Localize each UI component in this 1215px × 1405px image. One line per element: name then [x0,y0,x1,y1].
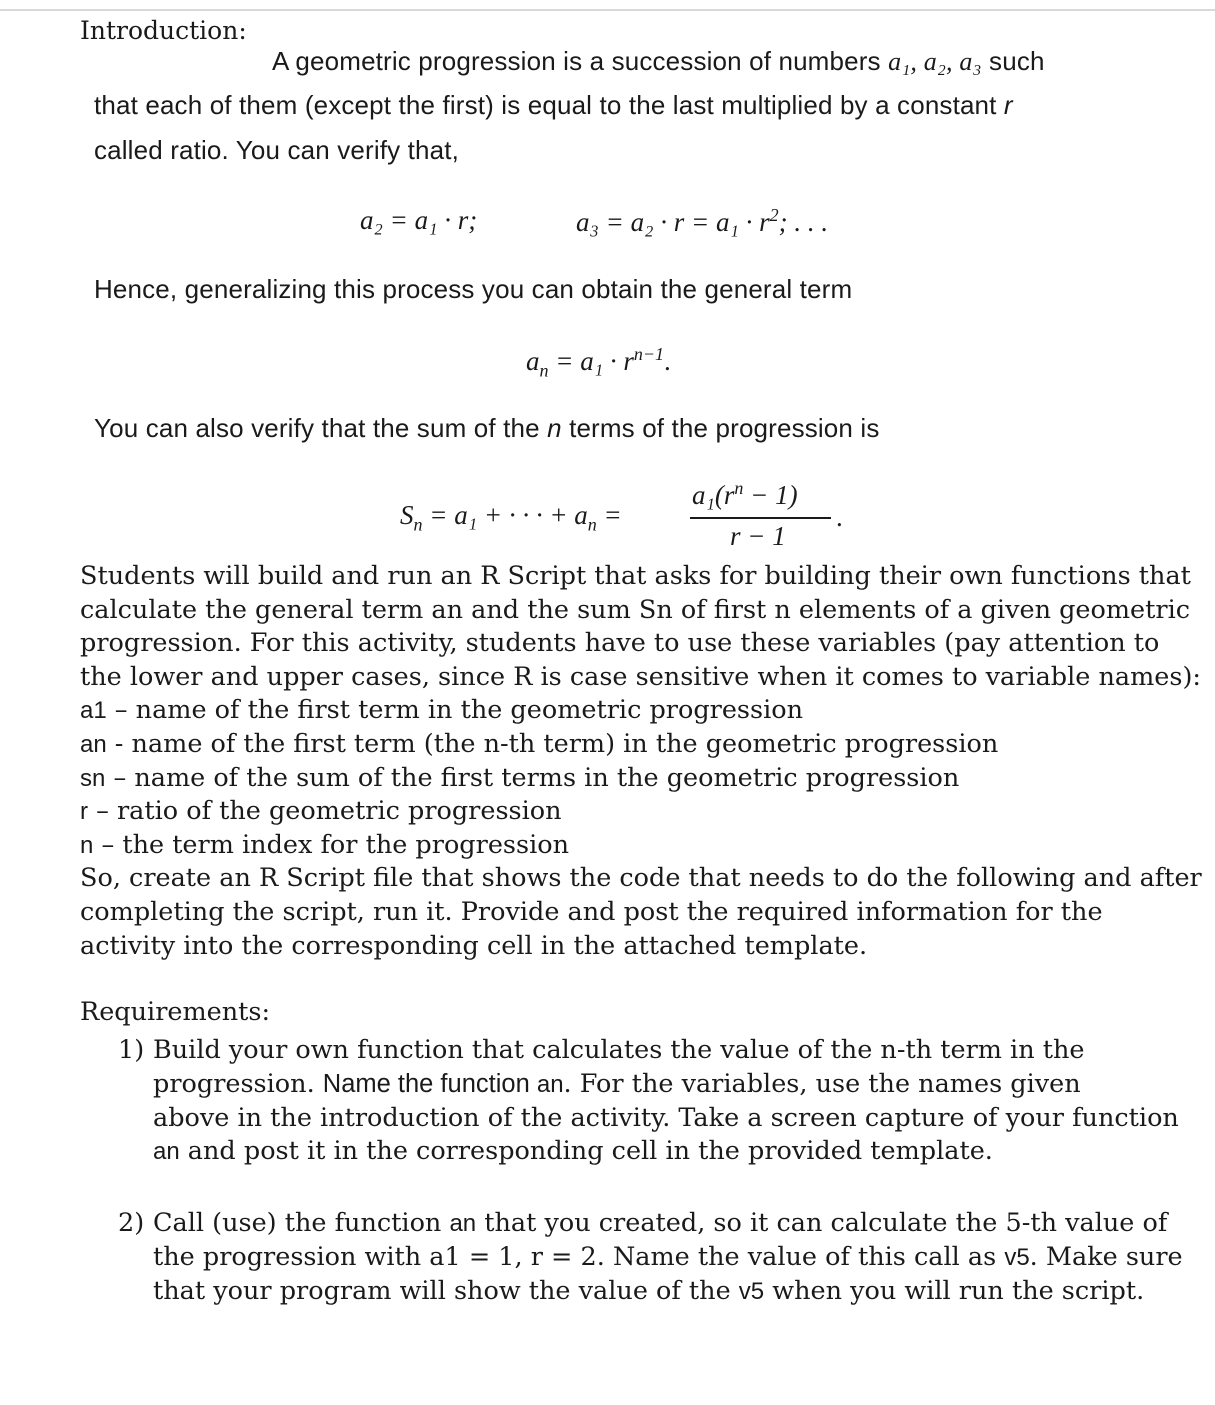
req-line [153,1241,1203,1275]
requirements-heading: Requirements: [80,997,271,1027]
top-divider [0,9,1215,11]
text-span: Call (use) the function [153,1208,450,1238]
variable-item-n [80,829,1200,863]
variable-item-an [80,728,1200,762]
fraction-numerator [692,478,798,511]
math-span: . [664,346,671,376]
variable-item-sn [80,762,1200,796]
text-span: that each of them (except the first) is equal to the last multiplied by a constant [94,90,1004,120]
body-line: progression. For this activity, students have to use these variables (pay attention to [80,628,1160,659]
equation-sum-left [400,500,622,535]
intro-paragraph-line [94,90,1013,121]
exponent: 2 [769,205,779,225]
text-span: such [981,46,1045,76]
req-line [153,1135,1203,1169]
body-line: Students will build and run an R Script that asks for building their own functions that [80,561,1191,591]
text-span: . For the variables, use the names given [563,1068,1081,1099]
math-span: − 1) [743,480,798,510]
fraction-denominator: r − 1 [730,521,786,551]
math-span: = a₁ + · · · + a [422,500,588,530]
equation-general-term [526,344,671,381]
req-line [153,1207,1203,1241]
math-span: r [1003,90,1013,120]
exponent: n−1 [633,344,665,364]
fraction-bar [690,517,831,519]
function-name: an [449,1210,477,1237]
intro-paragraph-line: called ratio. You can verify that, [94,135,459,165]
text-span: the progression with a1 = 1, r = 2. Name the value of this call as [153,1241,1005,1272]
math-span: a₁(r [692,480,735,510]
math-span: a [526,346,540,376]
req-line: Build your own function that calculates the value of the n-th term in the [153,1035,1085,1065]
subscript: n [539,360,549,381]
equation-a2: a₂ = a₁ · r; [360,205,478,235]
requirement-2 [153,1207,1203,1308]
body-line: completing the script, run it. Provide and post the required information for the [80,896,1103,927]
variable-desc: – ratio of the geometric progression [88,796,562,827]
variable-code: sn [80,764,106,792]
math-span: a₃ = a₂ · r = a₁ · r [576,207,770,237]
variable-code: v5 [738,1277,765,1305]
math-span: n [547,413,562,443]
body-line: activity into the corresponding cell in the attached template. [80,930,868,961]
math-span: = [596,500,622,530]
text-span: that you created, so it can calculate the 5-th value of [476,1208,1168,1238]
requirement-2-number: 2) [118,1208,145,1238]
activity-description [80,560,1200,963]
intro-paragraph-2: Hence, generalizing this process you can obtain the general term [94,274,853,304]
equation-a3 [576,205,828,238]
body-line: calculate the general term an and the sum Sn of first n elements of a given geometric [80,594,1191,625]
variable-code: r [80,798,88,826]
text-span: Name the function [322,1069,537,1098]
text-span: A geometric progression is a succession of numbers [272,46,889,76]
text-span: terms of the progression is [561,413,880,443]
variable-item-r [80,795,1200,829]
variable-item-a1 [80,694,1200,728]
text-span: . Make sure [1029,1241,1183,1272]
text-span: when you will run the script. [764,1275,1145,1306]
variable-code: v5 [1004,1243,1030,1271]
requirement-1 [153,1034,1203,1169]
math-span: = a₁ · r [548,346,634,376]
body-line: So, create an R Script file that shows the code that needs to do the following and after [80,863,1202,894]
intro-heading: Introduction: [80,16,247,45]
text-span: that your program will show the value of the [153,1275,739,1306]
req-line [153,1068,1203,1102]
intro-paragraph-line [272,46,1045,77]
exponent: n [734,478,744,498]
text-span: progression. [153,1068,323,1099]
subscript: n [413,514,423,535]
variable-desc: – name of the sum of the first terms in the geometric progression [105,762,960,793]
variable-code: a1 [80,697,107,725]
body-line: the lower and upper cases, since R is case sensitive when it comes to variable names): [80,661,1202,692]
variable-desc: – name of the first term in the geometric progression [106,695,804,726]
variable-desc: - name of the first term (the n-th term) in the geometric progression [106,728,999,759]
math-span: S [400,500,414,530]
subscript: n [587,514,597,535]
text-span: and post it in the corresponding cell in the provided template. [179,1136,993,1167]
requirement-1-number: 1) [118,1035,145,1065]
intro-paragraph-3 [94,413,879,444]
fraction-period: . [836,502,843,532]
math-span: a₁, a₂, a₃ [888,47,982,76]
variable-code: an [80,730,107,758]
variable-code: n [80,831,94,859]
req-line [153,1275,1203,1309]
function-name: an [153,1138,180,1166]
text-span: You can also verify that the sum of the [94,413,548,443]
req-line: above in the introduction of the activity. Take a screen capture of your function [153,1102,1179,1133]
function-name: an [536,1070,564,1098]
math-span: ; . . . [778,207,829,237]
variable-desc: – the term index for the progression [93,829,570,860]
